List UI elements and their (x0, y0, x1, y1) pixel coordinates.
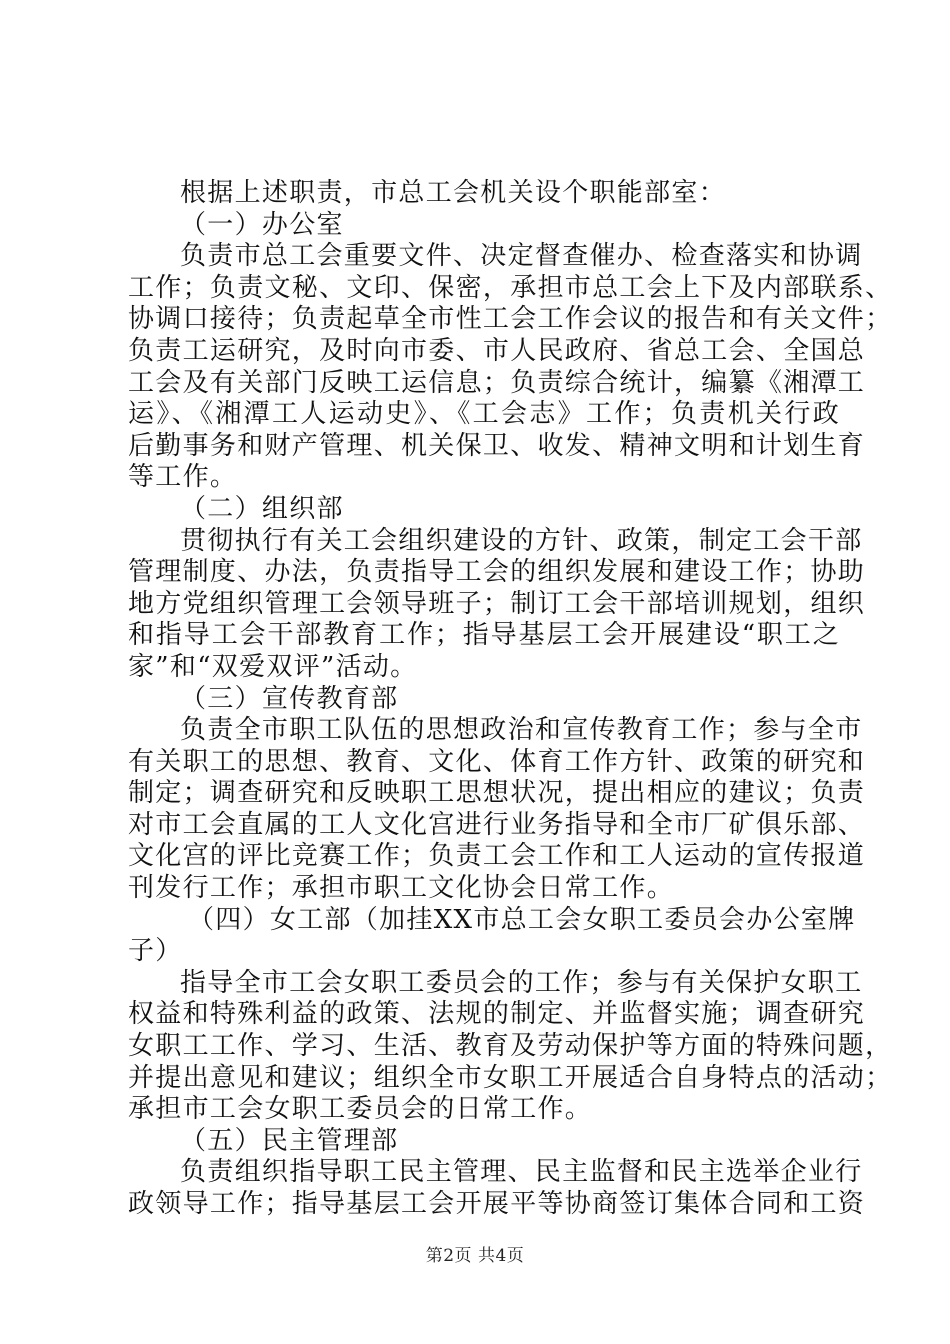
paragraph-line: 有关职工的思想、教育、文化、体育工作方针、政策的研究和 (128, 746, 866, 777)
paragraph-line: 后勤事务和财产管理、机关保卫、收发、精神文明和计划生育 (128, 430, 866, 461)
page-number-footer: 第2页 共4页 (425, 1246, 525, 1266)
paragraph-line: 贯彻执行有关工会组织建设的方针、政策，制定工会干部 (180, 525, 863, 556)
paragraph-line: 对市工会直属的工人文化宫进行业务指导和全市厂矿俱乐部、 (128, 809, 866, 840)
paragraph-line: 负责全市职工队伍的思想政治和宣传教育工作；参与全市 (180, 715, 863, 746)
document-body (128, 178, 893, 1221)
paragraph-line: 制定；调查研究和反映职工思想状况，提出相应的建议；负责 (128, 778, 866, 809)
paragraph-line: 政领导工作；指导基层工会开展平等协商签订集体合同和工资 (128, 1189, 866, 1219)
paragraph-line: 权益和特殊利益的政策、法规的制定、并监督实施；调查研究 (128, 999, 866, 1030)
paragraph-line: 运》、《湘潭工人运动史》、《工会志》工作；负责机关行政 (128, 399, 840, 430)
paragraph-line: 和指导工会干部教育工作；指导基层工会开展建设“职工之 (128, 620, 840, 651)
paragraph-line: 等工作。 (128, 462, 238, 493)
paragraph-line: 负责组织指导职工民主管理、民主监督和民主选举企业行 (180, 1157, 863, 1188)
intro-paragraph: 根据上述职责，市总工会机关设个职能部室： (180, 178, 727, 208)
section-heading-publicity: （三）宣传教育部 (180, 683, 399, 714)
paragraph-line: 文化宫的评比竞赛工作；负责工会工作和工人运动的宣传报道 (128, 841, 866, 872)
paragraph-line: 管理制度、办法，负责指导工会的组织发展和建设工作；协助 (128, 557, 866, 588)
paragraph-line: 刊发行工作；承担市职工文化协会日常工作。 (128, 873, 675, 904)
paragraph-line: 负责市总工会重要文件、决定督查催办、检查落实和协调 (180, 241, 863, 272)
paragraph-line: 家”和“双爱双评”活动。 (128, 651, 418, 682)
paragraph-line: 负责工运研究，及时向市委、市人民政府、省总工会、全国总 (128, 335, 866, 366)
paragraph-line: 工作；负责文秘、文印、保密，承担市总工会上下及内部联系、 (128, 272, 893, 303)
paragraph-line: 地方党组织管理工会领导班子；制订工会干部培训规划，组织 (128, 588, 866, 619)
paragraph-line: 协调口接待；负责起草全市性工会工作会议的报告和有关文件； (128, 304, 893, 335)
section-heading-women: （四）女工部（加挂XX市总工会女职工委员会办公室牌 (188, 904, 856, 935)
paragraph-line: 并提出意见和建议；组织全市女职工开展适合自身特点的活动； (128, 1062, 893, 1093)
paragraph-line: 承担市工会女职工委员会的日常工作。 (128, 1094, 593, 1125)
paragraph-line: 指导全市工会女职工委员会的工作；参与有关保护女职工 (180, 967, 863, 998)
section-heading-women-cont: 子） (128, 936, 183, 967)
section-heading-organization: （二）组织部 (180, 493, 344, 524)
paragraph-line: 工会及有关部门反映工运信息；负责综合统计，编纂《湘潭工 (128, 367, 866, 398)
section-heading-office: （一）办公室 (180, 209, 344, 240)
paragraph-line: 女职工工作、学习、生活、教育及劳动保护等方面的特殊问题， (128, 1031, 893, 1062)
section-heading-democratic-management: （五）民主管理部 (180, 1125, 399, 1156)
